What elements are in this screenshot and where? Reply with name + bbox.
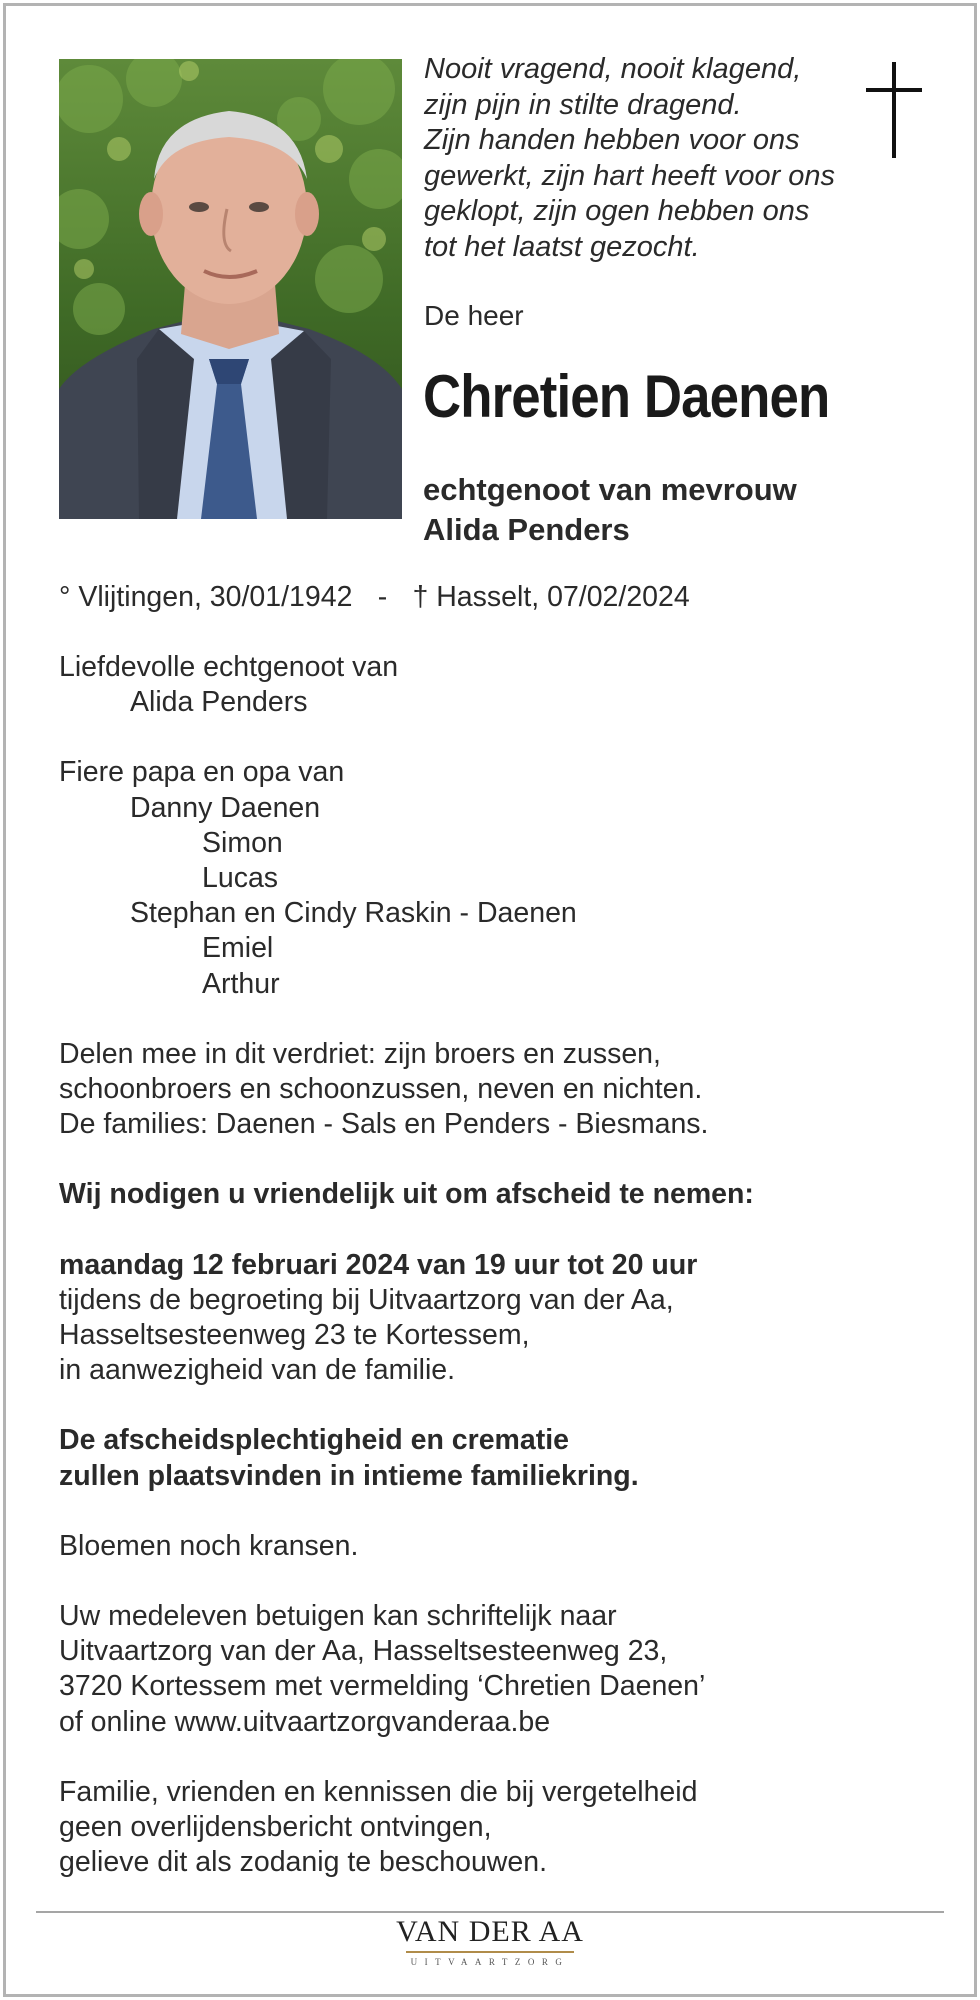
- poem-line: gewerkt, zijn hart heeft voor ons: [424, 159, 836, 192]
- closing-section: [59, 1775, 939, 1881]
- closing-line: Familie, vrienden en kennissen die bij vergetelheid: [59, 1775, 698, 1808]
- grandchild-name: Simon: [202, 826, 283, 859]
- condolences-line: Uitvaartzorg van der Aa, Hasseltsesteenweg 23,: [59, 1635, 668, 1668]
- sharing-line: Delen mee in dit verdriet: zijn broers en zussen,: [59, 1037, 661, 1070]
- notice-body: [59, 580, 939, 1880]
- condolences-line: of online www.uitvaartzorgvanderaa.be: [59, 1705, 551, 1738]
- cross-icon: [864, 62, 924, 162]
- death-info: † Hasselt, 07/02/2024: [412, 581, 690, 613]
- closing-line: geen overlijdensbericht ontvingen,: [59, 1811, 492, 1844]
- birth-info: ° Vlijtingen, 30/01/1942: [59, 581, 353, 613]
- grandchild-name: Emiel: [202, 932, 274, 965]
- invitation-text: Wij nodigen u vriendelijk uit om afscheid te nemen:: [59, 1178, 754, 1211]
- grandchild-name: Arthur: [202, 967, 280, 1000]
- logo-accent-bar: [406, 1951, 574, 1953]
- closing-line: gelieve dit als zodanig te beschouwen.: [59, 1846, 547, 1879]
- poem-line: geklopt, zijn ogen hebben ons: [424, 195, 810, 227]
- poem-line: Zijn handen hebben voor ons: [424, 124, 800, 156]
- funeral-home-logo: [350, 1914, 630, 1967]
- spouse-name: Alida Penders: [130, 686, 308, 719]
- visit-line: Hasseltsesteenweg 23 te Kortessem,: [59, 1319, 530, 1352]
- visit-line: tijdens de begroeting bij Uitvaartzorg van der Aa,: [59, 1283, 674, 1316]
- logo-main-text: VAN DER AA: [396, 1915, 584, 1948]
- sharing-section: [59, 1037, 939, 1143]
- ceremony-section: [59, 1423, 939, 1493]
- child-name: Stephan en Cindy Raskin - Daenen: [130, 897, 577, 930]
- ceremony-line: zullen plaatsvinden in intieme familiekring.: [59, 1459, 639, 1492]
- visit-section: [59, 1248, 939, 1389]
- spouse-section: [59, 650, 939, 720]
- date-separator: -: [377, 581, 388, 613]
- poem: [424, 52, 864, 265]
- child-name: Danny Daenen: [130, 791, 321, 824]
- poem-line: tot het laatst gezocht.: [424, 230, 700, 263]
- visit-date: maandag 12 februari 2024 van 19 uur tot 20 uur: [59, 1248, 698, 1281]
- portrait-photo: [59, 59, 402, 519]
- flowers-section: [59, 1529, 939, 1564]
- poem-line: zijn pijn in stilte dragend.: [424, 88, 742, 121]
- flowers-text: Bloemen noch kransen.: [59, 1529, 359, 1562]
- salutation: De heer: [424, 300, 524, 331]
- spouse-subtitle: [423, 470, 797, 550]
- spouse-line: echtgenoot van mevrouw: [423, 472, 797, 507]
- family-heading: Fiere papa en opa van: [59, 756, 345, 789]
- life-dates: [59, 580, 939, 615]
- deceased-name: Chretien Daenen: [423, 363, 830, 430]
- ceremony-line: De afscheidsplechtigheid en crematie: [59, 1424, 570, 1457]
- visit-line: in aanwezigheid van de familie.: [59, 1354, 456, 1387]
- condolences-line: Uw medeleven betuigen kan schriftelijk naar: [59, 1600, 617, 1633]
- spouse-line: Alida Penders: [423, 512, 630, 547]
- sharing-line: De families: Daenen - Sals en Penders - Biesmans.: [59, 1108, 709, 1141]
- condolences-section: [59, 1599, 939, 1740]
- footer-divider: [36, 1911, 944, 1913]
- grandchild-name: Lucas: [202, 862, 279, 895]
- poem-line: Nooit vragend, nooit klagend,: [424, 53, 802, 85]
- logo-sub-text: UITVAARTZORG: [410, 1957, 570, 1967]
- sharing-line: schoonbroers en schoonzussen, neven en nichten.: [59, 1073, 703, 1106]
- spouse-heading: Liefdevolle echtgenoot van: [59, 651, 399, 683]
- condolences-line: 3720 Kortessem met vermelding ‘Chretien Daenen’: [59, 1670, 706, 1703]
- family-section: [59, 755, 939, 1001]
- invitation-section: [59, 1177, 939, 1212]
